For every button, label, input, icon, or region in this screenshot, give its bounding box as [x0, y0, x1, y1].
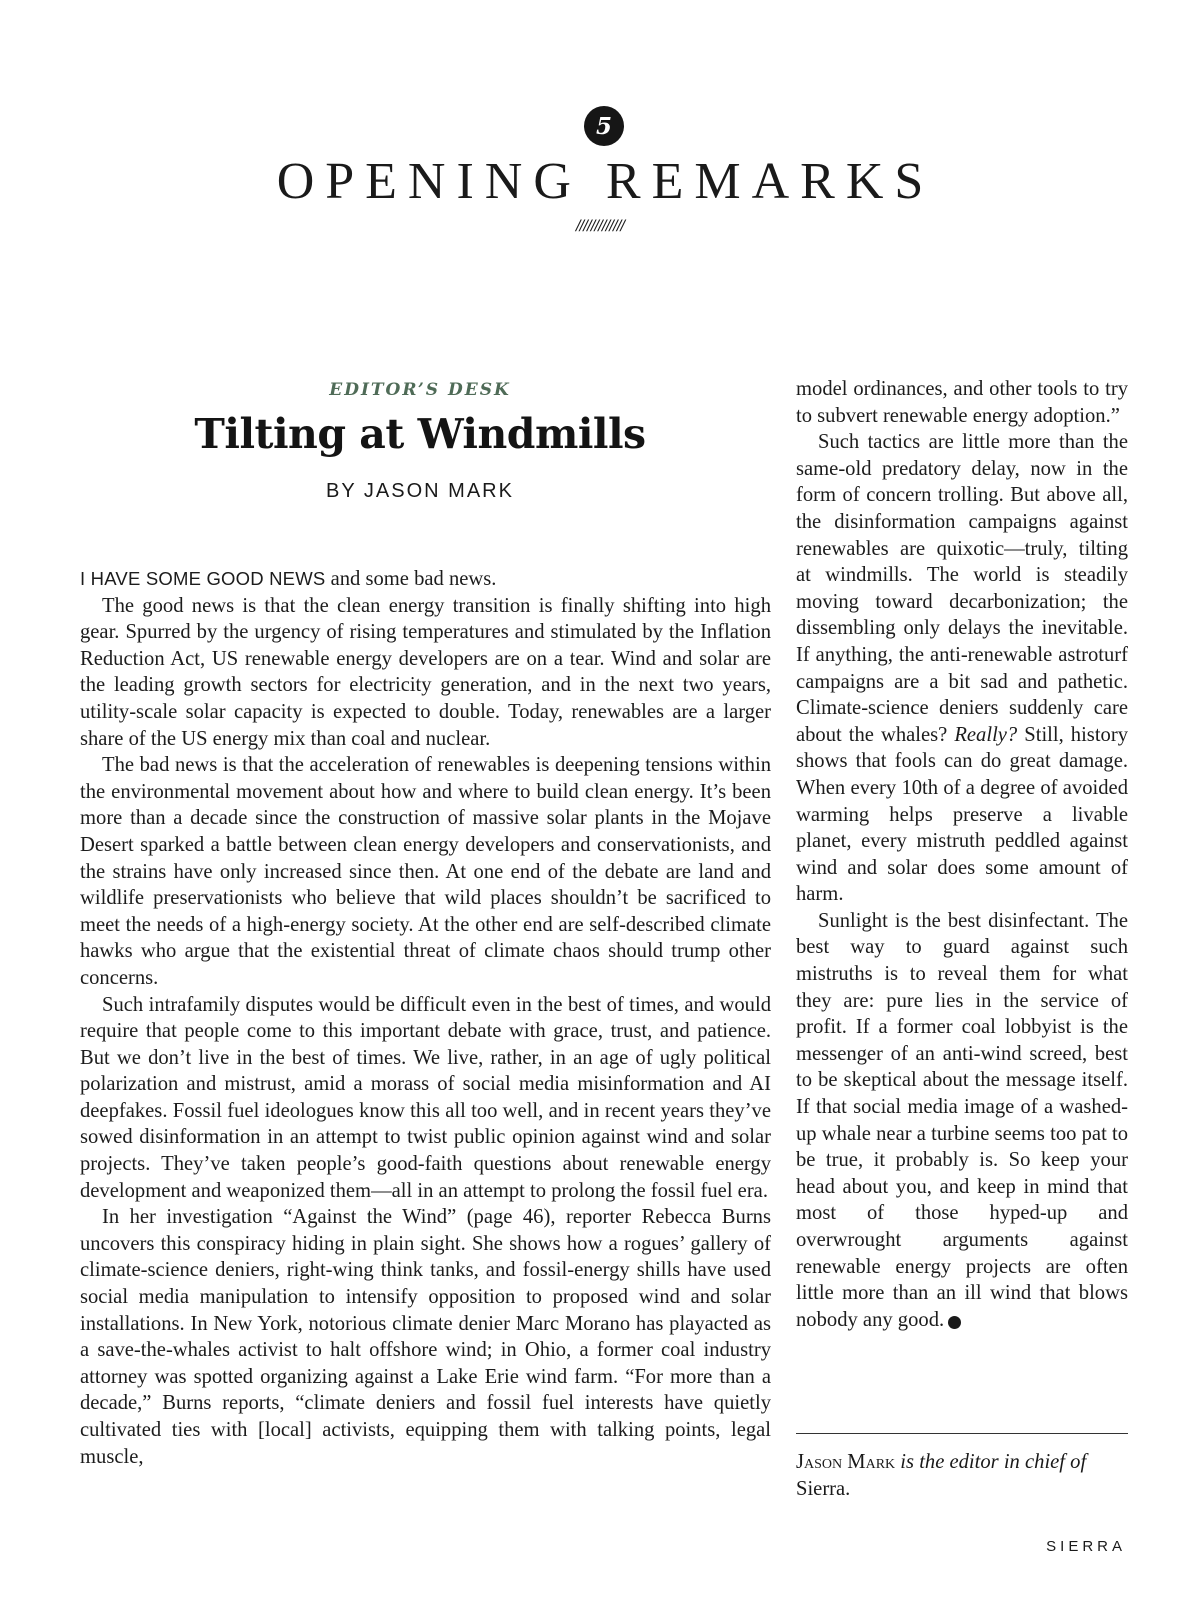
paragraph-text: Still, history shows that fools can do great damage. When every 10th of a degree of avoided warming helps preserve a livable planet, every mistruth peddled against wind and solar does some amount of harm.	[796, 723, 1128, 906]
article-column-right	[796, 376, 1128, 1333]
bio-publication: Sierra	[796, 1478, 846, 1500]
end-mark-icon: S	[948, 1316, 961, 1329]
author-bio	[796, 1449, 1136, 1503]
article-paragraph: Such intrafamily disputes would be difficult even in the best of times, and would require that people come to this important debate with grace, trust, and patience. But we don’t live in the best of times. We live, rather, in an age of ugly political polarization and mistrust, amid a morass of social media misinformation and AI deepfakes. Fossil fuel ideologues know this all too well, and in recent years they’ve sowed disinformation in an attempt to twist public opinion against wind and solar projects. They’ve taken people’s good-faith questions about renewable energy development and weaponized them—all in an attempt to prolong the fossil fuel era.	[80, 993, 771, 1202]
page-number-badge: 5	[584, 106, 624, 146]
article-kicker: EDITOR’S DESK	[329, 380, 511, 400]
article-paragraph: The good news is that the clean energy transition is finally shifting into high gear. Spurred by the urgency of rising temperatures and stimulated by the Inflation Reduction Act, US renewable energy developers are on a tear. Wind and solar are the leading growth sectors for electricity generation, and in the next two years, utility-scale solar capacity is expected to double. Today, renewables are a larger share of the US energy mix than coal and nuclear.	[80, 594, 771, 750]
article-column-left	[80, 566, 771, 1470]
article-paragraph: model ordinances, and other tools to try to subvert renewable energy adoption.”	[796, 378, 1128, 427]
article-paragraph: The bad news is that the acceleration of renewables is deepening tensions within the environmental movement about how and where to build clean energy. It’s been more than a decade since the construction of massive solar plants in the Mojave Desert sparked a battle between clean energy developers and conservationists, and the strains have only increased since then. At one end of the debate are land and wildlife preservationists who believe that wild places shouldn’t be sacrificed to meet the needs of a high-energy society. At the other end are self-described climate hawks who argue that the existential threat of climate chaos should trump other concerns.	[80, 754, 771, 989]
bio-name: Jason Mark	[796, 1451, 896, 1473]
section-title: OPENING REMARKS	[276, 153, 935, 210]
footer-magazine-name: SIERRA	[1046, 1538, 1126, 1555]
ornament-divider: /////////////	[575, 218, 625, 234]
lead-rest: and some bad news.	[325, 568, 497, 590]
paragraph-text: Such tactics are little more than the same-old predatory delay, now in the form of concern trolling. But above all, the disinformation campaigns against renewables are quixotic—truly, tilting at windmills. The world is steadily moving toward decarbonization; the dissembling only delays the inevitable. If anything, the anti-renewable astroturf campaigns are a bit sad and pathetic. Climate-science deniers suddenly care about the whales?	[796, 431, 1128, 746]
article-headline: Tilting at Windmills	[194, 410, 646, 458]
article-paragraph: In her investigation “Against the Wind” (page 46), reporter Rebecca Burns uncovers this conspiracy hiding in plain sight. She shows how a rogues’ gallery of climate-science deniers, right-wing think tanks, and fossil-energy shills have used social media manipulation to intensify opposition to proposed wind and solar installations. In New York, notorious climate denier Marc Morano has playacted as a save-the-whales activist to halt offshore wind; in Ohio, a former coal industry attorney was spotted organizing against a Lake Erie wind farm. “For more than a decade,” Burns reports, “climate deniers and fossil fuel interests have quietly cultivated ties with [local] activists, equipping them with talking points, legal muscle,	[80, 1206, 771, 1468]
article-byline: BY JASON MARK	[326, 480, 514, 502]
article-paragraph	[80, 566, 771, 593]
paragraph-text: Sunlight is the best disinfectant. The best way to guard against such mistruths is to reveal them for what they are: pure lies in the service of profit. If a former coal lobbyist is the messenger of an anti-wind screed, best to be skeptical about the message itself. If that social media image of a washed-up whale near a turbine seems too pat to be true, it probably is. So keep your head about you, and keep in mind that most of those hyped-up and overwrought arguments against renewable energy projects are often little more than an ill wind that blows nobody any good.	[796, 909, 1128, 1331]
bio-text: is the editor in chief of	[895, 1451, 1087, 1473]
article-paragraph	[796, 429, 1128, 908]
emphasis-text: Really?	[954, 723, 1018, 746]
bio-period: .	[845, 1478, 851, 1500]
bio-divider	[796, 1433, 1128, 1434]
article-paragraph	[796, 908, 1128, 1334]
lead-in: I HAVE SOME GOOD NEWS	[80, 568, 326, 589]
